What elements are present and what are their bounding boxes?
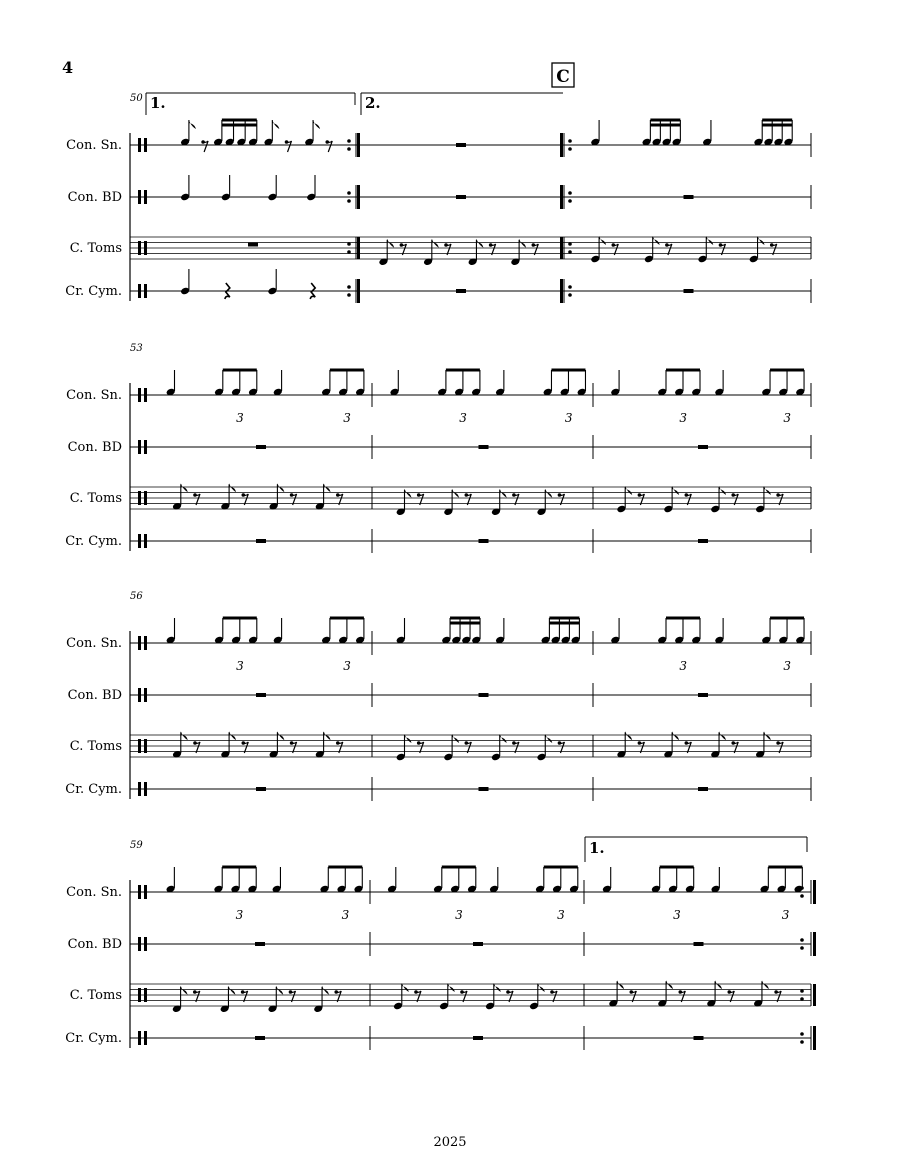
eighth-flag <box>324 483 331 492</box>
instrument-label: Con. Sn. <box>66 138 122 153</box>
repeat-dot <box>568 199 572 203</box>
tuplet-number: 3 <box>557 908 565 922</box>
measure-rest <box>698 445 708 449</box>
eighth-flag <box>189 120 196 129</box>
repeat-dot <box>800 886 804 890</box>
tuplet-number: 3 <box>459 411 467 425</box>
tuplet-number: 3 <box>236 659 244 673</box>
percussion-clef <box>144 534 147 548</box>
final-barline <box>357 237 360 259</box>
tuplet-number: 3 <box>455 908 463 922</box>
eighth-flag <box>519 239 526 248</box>
percussion-clef <box>144 782 147 796</box>
measure-rest <box>256 445 266 449</box>
percussion-clef <box>138 782 141 796</box>
eighth-rest <box>327 141 332 152</box>
instrument-label: Cr. Cym. <box>65 284 122 299</box>
eighth-flag <box>322 986 329 995</box>
measure-rest <box>456 143 466 147</box>
volta-label: 1. <box>589 839 605 857</box>
eighth-flag <box>276 986 283 995</box>
percussion-clef <box>144 988 147 1002</box>
repeat-dot <box>347 191 351 195</box>
eighth-flag <box>666 980 673 989</box>
percussion-clef <box>144 388 147 402</box>
percussion-clef <box>138 739 141 753</box>
repeat-dot <box>347 147 351 151</box>
instrument-label: C. Toms <box>69 241 122 256</box>
tuplet-number: 3 <box>783 411 792 425</box>
repeat-dot <box>347 139 351 143</box>
measure-rest <box>255 942 265 946</box>
volta-label: 1. <box>150 94 166 112</box>
final-barline <box>357 279 360 303</box>
eighth-flag <box>181 731 188 740</box>
tuplet-number: 3 <box>673 908 681 922</box>
whole-rest <box>248 243 258 247</box>
percussion-clef <box>144 440 147 454</box>
eighth-flag <box>405 489 412 498</box>
measure-rest <box>456 195 466 199</box>
eighth-flag <box>764 731 771 740</box>
instrument-label: Con. BD <box>67 688 122 703</box>
page-number: 4 <box>62 58 74 77</box>
rehearsal-mark: C <box>556 67 570 87</box>
percussion-clef <box>144 688 147 702</box>
eighth-flag <box>762 980 769 989</box>
repeat-dot <box>568 242 572 246</box>
measure-rest <box>473 942 483 946</box>
percussion-clef <box>144 636 147 650</box>
measure-rest <box>479 693 489 697</box>
eighth-flag <box>313 120 320 129</box>
eighth-flag <box>715 980 722 989</box>
percussion-clef <box>138 534 141 548</box>
final-barline <box>813 880 816 904</box>
eighth-rest <box>287 141 292 152</box>
percussion-clef <box>138 1031 141 1045</box>
eighth-flag <box>500 489 507 498</box>
instrument-label: Con. Sn. <box>66 885 122 900</box>
tuplet-number: 3 <box>235 908 244 922</box>
final-barline <box>357 133 360 157</box>
tuplet-number: 3 <box>679 659 688 673</box>
repeat-dot <box>800 946 804 950</box>
system-1 <box>65 63 811 303</box>
percussion-clef <box>138 988 141 1002</box>
instrument-label: Cr. Cym. <box>65 1031 122 1046</box>
percussion-clef <box>138 885 141 899</box>
measure-rest <box>473 1036 483 1040</box>
system-2 <box>65 343 811 553</box>
repeat-dot <box>568 250 572 254</box>
measure-rest <box>694 1036 704 1040</box>
repeat-dot <box>347 293 351 297</box>
eighth-rest <box>203 141 208 152</box>
eighth-flag <box>672 731 679 740</box>
repeat-dot <box>568 139 572 143</box>
percussion-clef <box>144 1031 147 1045</box>
measure-rest <box>479 787 489 791</box>
eighth-flag <box>432 239 439 248</box>
measure-rest <box>684 289 694 293</box>
eighth-flag <box>181 483 188 492</box>
tuplet-number: 3 <box>341 908 350 922</box>
measure-number: 56 <box>130 591 143 602</box>
start-repeat-barline <box>560 237 563 259</box>
system-4 <box>65 837 816 1050</box>
eighth-flag <box>277 483 284 492</box>
eighth-flag <box>617 980 624 989</box>
measure-rest <box>255 1036 265 1040</box>
eighth-flag <box>625 731 632 740</box>
percussion-clef <box>138 388 141 402</box>
eighth-flag <box>228 986 235 995</box>
measure-rest <box>479 445 489 449</box>
repeat-dot <box>800 997 804 1001</box>
percussion-clef <box>144 937 147 951</box>
percussion-clef <box>138 284 141 298</box>
tuplet-number: 3 <box>236 411 244 425</box>
measure-rest <box>256 693 266 697</box>
measure-rest <box>684 195 694 199</box>
eighth-flag <box>229 483 236 492</box>
instrument-label: C. Toms <box>69 988 122 1003</box>
percussion-clef <box>144 739 147 753</box>
percussion-clef <box>138 138 141 152</box>
percussion-clef <box>144 885 147 899</box>
tuplet-number: 3 <box>343 659 351 673</box>
eighth-flag <box>229 731 236 740</box>
percussion-clef <box>138 937 141 951</box>
repeat-dot <box>347 242 351 246</box>
tuplet-number: 3 <box>781 908 790 922</box>
repeat-dot <box>568 285 572 289</box>
eighth-flag <box>452 489 459 498</box>
final-barline <box>813 1026 816 1050</box>
tuplet-number: 3 <box>783 659 792 673</box>
repeat-dot <box>347 285 351 289</box>
instrument-label: Cr. Cym. <box>65 534 122 549</box>
instrument-label: Con. BD <box>67 440 122 455</box>
start-repeat-barline <box>560 279 563 303</box>
eighth-flag <box>324 731 331 740</box>
percussion-clef <box>138 190 141 204</box>
tuplet-number: 3 <box>564 411 573 425</box>
page-footer: 2025 <box>433 1135 467 1150</box>
start-repeat-barline <box>560 185 563 209</box>
percussion-clef <box>144 138 147 152</box>
final-barline <box>813 984 816 1006</box>
measure-number: 50 <box>130 93 143 104</box>
instrument-label: Con. BD <box>67 190 122 205</box>
repeat-dot <box>800 1032 804 1036</box>
repeat-dot <box>800 938 804 942</box>
tuplet-number: 3 <box>679 411 688 425</box>
repeat-dot <box>800 989 804 993</box>
percussion-clef <box>138 440 141 454</box>
system-3 <box>65 591 811 801</box>
final-barline <box>357 185 360 209</box>
start-repeat-barline <box>560 133 563 157</box>
eighth-flag <box>277 731 284 740</box>
measure-number: 53 <box>130 343 143 354</box>
repeat-dot <box>568 293 572 297</box>
measure-rest <box>698 787 708 791</box>
instrument-label: C. Toms <box>69 739 122 754</box>
percussion-clef <box>144 241 147 255</box>
measure-rest <box>256 539 266 543</box>
measure-rest <box>456 289 466 293</box>
final-barline <box>813 932 816 956</box>
percussion-clef <box>138 491 141 505</box>
repeat-dot <box>800 894 804 898</box>
measure-rest <box>479 539 489 543</box>
percussion-clef <box>138 636 141 650</box>
repeat-dot <box>568 191 572 195</box>
eighth-flag <box>719 731 726 740</box>
percussion-clef <box>138 241 141 255</box>
repeat-dot <box>800 1040 804 1044</box>
percussion-clef <box>144 190 147 204</box>
measure-rest <box>698 693 708 697</box>
measure-rest <box>698 539 708 543</box>
percussion-clef <box>144 491 147 505</box>
repeat-dot <box>568 147 572 151</box>
percussion-clef <box>138 688 141 702</box>
eighth-flag <box>476 239 483 248</box>
eighth-flag <box>272 120 279 129</box>
eighth-flag <box>181 986 188 995</box>
repeat-dot <box>347 199 351 203</box>
instrument-label: Cr. Cym. <box>65 782 122 797</box>
tuplet-number: 3 <box>343 411 351 425</box>
instrument-label: Con. Sn. <box>66 388 122 403</box>
measure-number: 59 <box>130 840 143 851</box>
measure-rest <box>256 787 266 791</box>
percussion-clef <box>144 284 147 298</box>
repeat-dot <box>347 250 351 254</box>
eighth-flag <box>545 489 552 498</box>
measure-rest <box>694 942 704 946</box>
volta-label: 2. <box>365 94 381 112</box>
instrument-label: Con. BD <box>67 937 122 952</box>
eighth-flag <box>387 239 394 248</box>
instrument-label: Con. Sn. <box>66 636 122 651</box>
instrument-label: C. Toms <box>69 491 122 506</box>
